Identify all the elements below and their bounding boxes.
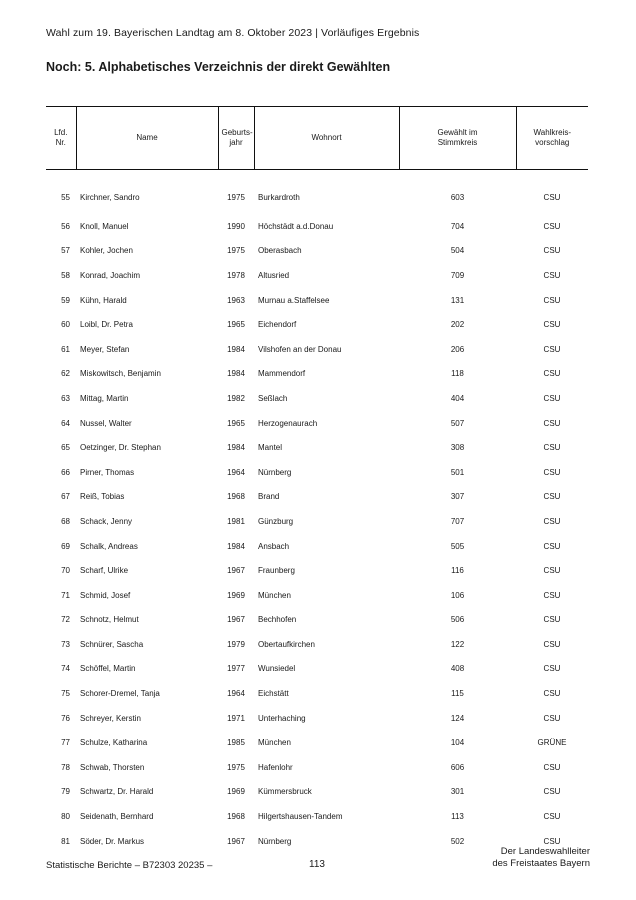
cell-name: Nussel, Walter — [80, 418, 132, 428]
table-row — [46, 632, 588, 657]
cell-residence: Altusried — [258, 270, 290, 280]
cell-list: CSU — [543, 418, 561, 428]
table-row — [46, 804, 588, 829]
cell-residence: Vilshofen an der Donau — [258, 344, 342, 354]
cell-nr: 75 — [61, 689, 70, 699]
cell-list: CSU — [543, 713, 561, 723]
cell-nr: 74 — [61, 664, 70, 674]
cell-residence: Günzburg — [258, 516, 294, 526]
cell-list: CSU — [543, 393, 561, 403]
cell-birth-year: 1975 — [227, 762, 245, 772]
cell-birth-year: 1965 — [227, 418, 245, 428]
cell-birth-year: 1968 — [227, 492, 245, 502]
cell-list: CSU — [543, 689, 561, 699]
table-header — [46, 107, 588, 170]
cell-name: Kirchner, Sandro — [80, 192, 140, 202]
cell-residence: Herzogenaurach — [258, 418, 318, 428]
cell-list: CSU — [543, 516, 561, 526]
cell-nr: 80 — [61, 812, 70, 822]
col-header-text: jahr — [229, 138, 243, 147]
table-row — [46, 362, 588, 387]
cell-birth-year: 1981 — [227, 516, 245, 526]
cell-list: CSU — [543, 812, 561, 822]
cell-nr: 69 — [61, 541, 70, 551]
cell-residence: Unterhaching — [258, 713, 306, 723]
table-row — [46, 558, 588, 583]
table-row — [46, 657, 588, 682]
cell-list: CSU — [543, 664, 561, 674]
table-body — [46, 170, 588, 854]
cell-residence: Burkardroth — [258, 192, 300, 202]
col-header-nr — [46, 107, 76, 170]
footer-publication: Statistische Berichte – B72303 20235 – — [46, 860, 213, 871]
footer-publisher — [492, 846, 590, 870]
elected-members-table — [46, 106, 588, 853]
cell-constituency: 118 — [451, 369, 464, 379]
footer-publisher-line: Der Landeswahlleiter — [500, 846, 590, 857]
cell-residence: Murnau a.Staffelsee — [258, 295, 330, 305]
cell-constituency: 116 — [451, 566, 464, 576]
cell-name: Scharf, Ulrike — [80, 566, 129, 576]
cell-birth-year: 1963 — [227, 295, 245, 305]
cell-name: Söder, Dr. Markus — [80, 836, 145, 846]
cell-list: CSU — [543, 762, 561, 772]
table-row — [46, 509, 588, 534]
cell-nr: 59 — [61, 295, 70, 305]
cell-birth-year: 1969 — [227, 590, 245, 600]
page-number: 113 — [309, 859, 325, 870]
cell-nr: 65 — [61, 443, 70, 453]
cell-constituency: 106 — [450, 590, 465, 600]
col-header-list — [516, 107, 588, 170]
cell-birth-year: 1984 — [227, 541, 245, 551]
cell-constituency: 707 — [450, 516, 465, 526]
cell-name: Schnürer, Sascha — [80, 639, 144, 649]
col-header-text: Gewählt im — [437, 127, 478, 137]
cell-residence: Mammendorf — [258, 369, 306, 379]
cell-residence: Hafenlohr — [258, 762, 293, 772]
cell-constituency: 113 — [451, 812, 464, 822]
col-header-constituency — [399, 107, 516, 170]
table-row — [46, 681, 588, 706]
cell-birth-year: 1984 — [227, 369, 245, 379]
cell-nr: 70 — [61, 566, 70, 576]
cell-birth-year: 1967 — [227, 566, 245, 576]
cell-constituency: 505 — [450, 541, 465, 551]
cell-birth-year: 1967 — [227, 615, 245, 625]
cell-birth-year: 1964 — [227, 467, 245, 477]
table-row — [46, 386, 588, 411]
cell-residence: Hilgertshausen-Tandem — [258, 812, 343, 822]
cell-constituency: 124 — [450, 713, 465, 723]
cell-residence: München — [258, 738, 291, 748]
cell-birth-year: 1990 — [227, 221, 245, 231]
cell-constituency: 307 — [450, 492, 465, 502]
footer-publisher-line: des Freistaates Bayern — [492, 858, 590, 869]
cell-list: CSU — [543, 615, 561, 625]
cell-list: CSU — [543, 270, 561, 280]
cell-residence: Eichendorf — [258, 320, 297, 330]
cell-constituency: 606 — [450, 762, 465, 772]
col-header-text: Name — [136, 132, 158, 142]
cell-name: Meyer, Stefan — [80, 344, 130, 354]
cell-list: CSU — [543, 639, 561, 649]
table-row — [46, 411, 588, 436]
cell-nr: 60 — [61, 320, 70, 330]
cell-name: Miskowitsch, Benjamin — [80, 369, 161, 379]
cell-name: Schorer-Dremel, Tanja — [80, 689, 160, 699]
cell-list: CSU — [543, 590, 561, 600]
cell-name: Schulze, Katharina — [80, 738, 148, 748]
table-row — [46, 288, 588, 313]
table-row — [46, 608, 588, 633]
cell-birth-year: 1975 — [227, 246, 245, 256]
document-header: Wahl zum 19. Bayerischen Landtag am 8. Oktober 2023 | Vorläufiges Ergebnis — [46, 27, 420, 39]
cell-birth-year: 1978 — [227, 270, 245, 280]
cell-birth-year: 1967 — [227, 836, 245, 846]
cell-nr: 66 — [61, 467, 70, 477]
col-header-residence — [254, 107, 399, 170]
cell-residence: Nürnberg — [258, 836, 292, 846]
table-row — [46, 583, 588, 608]
table-row — [46, 214, 588, 239]
table-row — [46, 706, 588, 731]
cell-list: CSU — [543, 541, 561, 551]
cell-residence: Nürnberg — [258, 467, 292, 477]
cell-residence: München — [258, 590, 291, 600]
cell-nr: 72 — [61, 615, 70, 625]
col-header-name — [76, 107, 218, 170]
cell-constituency: 603 — [450, 192, 465, 202]
cell-constituency: 115 — [451, 689, 464, 699]
cell-name: Loibl, Dr. Petra — [80, 320, 133, 330]
col-header-text: Stimmkreis — [437, 138, 478, 147]
cell-list: CSU — [543, 295, 561, 305]
cell-birth-year: 1984 — [227, 344, 245, 354]
cell-list: CSU — [543, 246, 561, 256]
cell-name: Knoll, Manuel — [80, 221, 129, 231]
cell-list: CSU — [543, 836, 561, 846]
cell-list: CSU — [543, 344, 561, 354]
cell-name: Mittag, Martin — [80, 393, 129, 403]
col-header-text: vorschlag — [535, 138, 570, 147]
cell-name: Schwab, Thorsten — [80, 762, 145, 772]
col-header-text: Geburts- — [221, 127, 253, 137]
cell-constituency: 709 — [450, 270, 465, 280]
cell-birth-year: 1964 — [227, 689, 245, 699]
table-row — [46, 730, 588, 755]
cell-constituency: 501 — [450, 467, 465, 477]
cell-list: CSU — [543, 192, 561, 202]
col-header-text: Wohnort — [311, 132, 342, 142]
cell-birth-year: 1982 — [227, 393, 245, 403]
cell-nr: 61 — [61, 344, 70, 354]
table-row — [46, 239, 588, 264]
cell-nr: 71 — [61, 590, 70, 600]
section-title: Noch: 5. Alphabetisches Verzeichnis der direkt Gewählten — [46, 60, 391, 74]
cell-name: Schack, Jenny — [80, 516, 133, 526]
cell-list: CSU — [543, 787, 561, 797]
cell-residence: Mantel — [258, 443, 283, 453]
col-header-text: Wahlkreis- — [533, 127, 571, 137]
cell-residence: Ansbach — [258, 541, 290, 551]
cell-birth-year: 1975 — [227, 192, 245, 202]
cell-constituency: 504 — [450, 246, 465, 256]
cell-nr: 67 — [61, 492, 70, 502]
cell-constituency: 704 — [450, 221, 465, 231]
table-row — [46, 460, 588, 485]
cell-birth-year: 1969 — [227, 787, 245, 797]
table-row — [46, 435, 588, 460]
cell-birth-year: 1971 — [227, 713, 245, 723]
cell-name: Schalk, Andreas — [80, 541, 138, 551]
cell-birth-year: 1985 — [227, 738, 245, 748]
table-row — [46, 755, 588, 780]
cell-nr: 56 — [61, 221, 70, 231]
cell-nr: 78 — [61, 762, 70, 772]
cell-nr: 63 — [61, 393, 70, 403]
cell-nr: 64 — [61, 418, 70, 428]
cell-name: Reiß, Tobias — [80, 492, 125, 502]
cell-constituency: 404 — [450, 393, 465, 403]
cell-nr: 57 — [61, 246, 70, 256]
cell-nr: 73 — [61, 639, 70, 649]
cell-nr: 62 — [61, 369, 70, 379]
table-row — [46, 780, 588, 805]
table-row — [46, 170, 588, 215]
cell-list: CSU — [543, 221, 561, 231]
cell-nr: 68 — [61, 516, 70, 526]
cell-residence: Bechhofen — [258, 615, 297, 625]
cell-list: CSU — [543, 443, 561, 453]
col-header-text: Nr. — [55, 138, 66, 147]
cell-residence: Oberasbach — [258, 246, 302, 256]
cell-constituency: 408 — [450, 664, 465, 674]
cell-list: CSU — [543, 369, 561, 379]
cell-birth-year: 1965 — [227, 320, 245, 330]
cell-residence: Wunsiedel — [258, 664, 296, 674]
cell-list: CSU — [543, 467, 561, 477]
cell-constituency: 104 — [450, 738, 465, 748]
cell-birth-year: 1977 — [227, 664, 245, 674]
cell-nr: 81 — [61, 836, 70, 846]
cell-name: Kohler, Jochen — [80, 246, 133, 256]
cell-list: GRÜNE — [537, 738, 567, 748]
table-row — [46, 263, 588, 288]
cell-constituency: 206 — [450, 344, 465, 354]
cell-name: Konrad, Joachim — [80, 270, 141, 280]
table-row — [46, 312, 588, 337]
table-row — [46, 337, 588, 362]
cell-birth-year: 1984 — [227, 443, 245, 453]
cell-residence: Brand — [258, 492, 280, 502]
cell-name: Schwartz, Dr. Harald — [80, 787, 154, 797]
cell-constituency: 506 — [450, 615, 465, 625]
cell-nr: 58 — [61, 270, 70, 280]
cell-constituency: 202 — [450, 320, 465, 330]
cell-residence: Fraunberg — [258, 566, 295, 576]
cell-constituency: 301 — [450, 787, 465, 797]
cell-name: Schmid, Josef — [80, 590, 131, 600]
cell-list: CSU — [543, 320, 561, 330]
cell-constituency: 131 — [450, 295, 465, 305]
cell-nr: 76 — [61, 713, 70, 723]
cell-name: Oetzinger, Dr. Stephan — [80, 443, 161, 453]
cell-list: CSU — [543, 566, 561, 576]
cell-constituency: 502 — [450, 836, 465, 846]
table-row — [46, 485, 588, 510]
cell-list: CSU — [543, 492, 561, 502]
cell-residence: Seßlach — [258, 393, 288, 403]
cell-nr: 55 — [61, 192, 70, 202]
cell-nr: 77 — [61, 738, 70, 748]
cell-name: Schöffel, Martin — [80, 664, 136, 674]
cell-nr: 79 — [61, 787, 70, 797]
table-row — [46, 534, 588, 559]
cell-name: Kühn, Harald — [80, 295, 127, 305]
cell-name: Pirner, Thomas — [80, 467, 135, 477]
cell-residence: Obertaufkirchen — [258, 639, 315, 649]
cell-residence: Eichstätt — [258, 689, 289, 699]
cell-residence: Höchstädt a.d.Donau — [258, 221, 334, 231]
cell-name: Schreyer, Kerstin — [80, 713, 141, 723]
col-header-birth-year — [218, 107, 254, 170]
cell-constituency: 308 — [450, 443, 465, 453]
cell-constituency: 122 — [450, 639, 465, 649]
cell-constituency: 507 — [450, 418, 465, 428]
cell-birth-year: 1968 — [227, 812, 245, 822]
cell-name: Schnotz, Helmut — [80, 615, 139, 625]
cell-name: Seidenath, Bernhard — [80, 812, 154, 822]
col-header-text: Lfd. — [54, 127, 68, 137]
cell-birth-year: 1979 — [227, 639, 245, 649]
cell-residence: Kümmersbruck — [258, 787, 312, 797]
